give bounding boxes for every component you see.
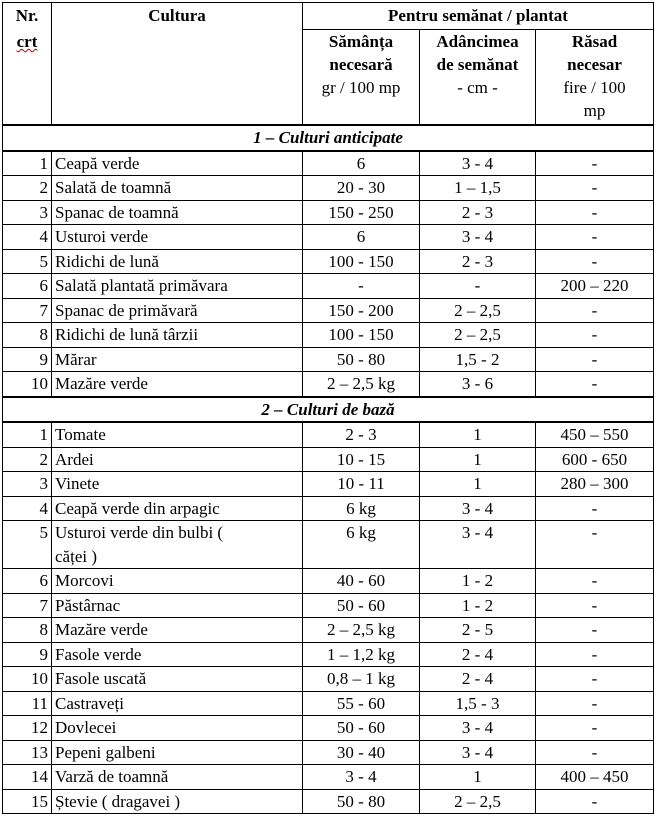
seed-amount: 10 - 11 [303,472,420,497]
row-number: 5 [3,521,52,569]
section-title: 1 – Culturi anticipate [3,125,654,151]
culture-name: Mazăre verde [52,618,303,643]
culture-name: Vinete [52,472,303,497]
culture-name: Ridichi de lună [52,249,303,274]
culture-name: Ardei [52,447,303,472]
seed-amount: 100 - 150 [303,249,420,274]
table-row [3,422,654,447]
seedlings-needed: - [536,200,654,225]
seedlings-needed: - [536,789,654,814]
culture-name: Ceapă verde din arpagic [52,496,303,521]
table-row [3,691,654,716]
table-row [3,740,654,765]
seed-amount: 50 - 80 [303,347,420,372]
header-rasad-l1: Răsad [571,32,618,51]
seedlings-needed: - [536,569,654,594]
culture-name: Usturoi verde [52,225,303,250]
sowing-depth: 2 - 3 [420,249,536,274]
culture-name-line2: căței ) [55,546,97,566]
seed-amount: 10 - 15 [303,447,420,472]
seed-amount: 3 - 4 [303,765,420,790]
culture-name: Ceapă verde [52,151,303,176]
seedlings-needed: - [536,593,654,618]
sowing-depth: 3 - 4 [420,521,536,569]
row-number: 13 [3,740,52,765]
sowing-depth: 3 - 4 [420,496,536,521]
table-row [3,225,654,250]
section-row [3,125,654,151]
sowing-depth: 2 - 4 [420,642,536,667]
header-samanta [303,30,420,126]
row-number: 4 [3,496,52,521]
seedlings-needed: 400 – 450 [536,765,654,790]
table-row [3,249,654,274]
header-nr-crt [3,3,52,126]
sowing-depth: 2 – 2,5 [420,789,536,814]
seed-amount: 50 - 60 [303,716,420,741]
row-number: 3 [3,472,52,497]
culture-name: Morcovi [52,569,303,594]
culture-name: Dovlecei [52,716,303,741]
sowing-depth: 2 - 3 [420,200,536,225]
seed-amount: 2 – 2,5 kg [303,618,420,643]
table-row [3,765,654,790]
table-row [3,200,654,225]
header-rasad-l2: necesar [567,55,622,74]
table-row [3,642,654,667]
seed-amount: 2 – 2,5 kg [303,372,420,397]
header-samanta-l1: Sămânța [328,32,394,51]
seedlings-needed: - [536,176,654,201]
seedlings-needed: - [536,496,654,521]
seed-amount: 100 - 150 [303,323,420,348]
culture-name: Tomate [52,422,303,447]
seedlings-needed: 450 – 550 [536,422,654,447]
seedlings-needed: - [536,225,654,250]
row-number: 1 [3,151,52,176]
seedlings-needed: - [536,667,654,692]
sowing-depth: 1,5 - 3 [420,691,536,716]
header-rasad [536,30,654,126]
seedlings-needed: - [536,372,654,397]
table-row [3,372,654,397]
table-row [3,447,654,472]
table-row [3,789,654,814]
seed-amount: 0,8 – 1 kg [303,667,420,692]
header-adancime-unit: - cm - [457,78,498,97]
header-samanta-l2: necesară [329,55,393,74]
seed-amount: 6 [303,151,420,176]
culture-name: Ridichi de lună târzii [52,323,303,348]
sowing-depth: 2 – 2,5 [420,323,536,348]
seedlings-needed: - [536,249,654,274]
table-row [3,176,654,201]
row-number: 3 [3,200,52,225]
sowing-depth: 1 [420,422,536,447]
table-row [3,274,654,299]
culture-name: Spanac de toamnă [52,200,303,225]
row-number: 6 [3,274,52,299]
sowing-depth: 1 – 1,5 [420,176,536,201]
row-number: 15 [3,789,52,814]
table-row [3,298,654,323]
row-number: 1 [3,422,52,447]
seed-amount: 50 - 60 [303,593,420,618]
sowing-depth: 1 [420,447,536,472]
sowing-depth: 2 – 2,5 [420,298,536,323]
header-group: Pentru semănat / plantat [303,3,654,30]
header-samanta-unit: gr / 100 mp [321,78,401,97]
culture-name: Varză de toamnă [52,765,303,790]
sowing-depth: 2 - 4 [420,667,536,692]
culture-name: Fasole verde [52,642,303,667]
row-number: 11 [3,691,52,716]
seedlings-needed: 600 - 650 [536,447,654,472]
row-number: 7 [3,593,52,618]
row-number: 8 [3,323,52,348]
seed-amount: 2 - 3 [303,422,420,447]
row-number: 10 [3,372,52,397]
seedlings-needed: - [536,347,654,372]
row-number: 7 [3,298,52,323]
seed-amount: 150 - 250 [303,200,420,225]
seed-amount: 6 kg [303,496,420,521]
culture-name: Pepeni galbeni [52,740,303,765]
header-adancime-l2: de semănat [436,55,519,74]
seedlings-needed: 280 – 300 [536,472,654,497]
header-adancime-l1: Adâncimea [436,32,519,51]
row-number: 8 [3,618,52,643]
seed-amount: 20 - 30 [303,176,420,201]
seedlings-needed: - [536,642,654,667]
row-number: 10 [3,667,52,692]
row-number: 14 [3,765,52,790]
row-number: 2 [3,447,52,472]
culture-name: Păstârnac [52,593,303,618]
seedlings-needed: - [536,323,654,348]
culture-name: Mazăre verde [52,372,303,397]
culture-name-line1: Usturoi verde din bulbi ( [55,523,224,542]
sowing-depth: 3 - 4 [420,740,536,765]
table-row [3,496,654,521]
table-row [3,521,654,569]
table-row [3,151,654,176]
seedlings-needed: 200 – 220 [536,274,654,299]
table-row [3,593,654,618]
culture-name: Ștevie ( dragavei ) [52,789,303,814]
table-row [3,347,654,372]
row-number: 5 [3,249,52,274]
seed-amount: 1 – 1,2 kg [303,642,420,667]
seedlings-needed: - [536,298,654,323]
seed-amount: 40 - 60 [303,569,420,594]
culture-name: Fasole uscată [52,667,303,692]
seed-amount: 50 - 80 [303,789,420,814]
seed-amount: 6 kg [303,521,420,569]
seed-amount: 55 - 60 [303,691,420,716]
header-cultura: Cultura [52,3,303,126]
table-row [3,569,654,594]
sowing-depth: 1 - 2 [420,593,536,618]
section-title: 2 – Culturi de bază [3,397,654,423]
sowing-depth: 2 - 5 [420,618,536,643]
sowing-depth: 1,5 - 2 [420,347,536,372]
seedlings-needed: - [536,618,654,643]
seedlings-needed: - [536,521,654,569]
section-row [3,397,654,423]
sowing-depth: - [420,274,536,299]
culture-name: Castraveți [52,691,303,716]
row-number: 9 [3,642,52,667]
row-number: 4 [3,225,52,250]
seed-amount: 6 [303,225,420,250]
sowing-depth: 3 - 4 [420,151,536,176]
sowing-depth: 1 - 2 [420,569,536,594]
sowing-depth: 3 - 4 [420,716,536,741]
culture-name [52,521,303,569]
sowing-depth: 1 [420,472,536,497]
table-body [3,125,654,814]
sowing-depth: 1 [420,765,536,790]
seedlings-needed: - [536,716,654,741]
culture-name: Salată plantată primăvara [52,274,303,299]
row-number: 6 [3,569,52,594]
sowing-depth: 3 - 6 [420,372,536,397]
table-header [3,3,654,126]
seed-amount: 30 - 40 [303,740,420,765]
header-adancime [420,30,536,126]
table-row [3,716,654,741]
seed-amount: 150 - 200 [303,298,420,323]
culture-name: Mărar [52,347,303,372]
table-row [3,618,654,643]
seedlings-needed: - [536,691,654,716]
culture-name: Salată de toamnă [52,176,303,201]
row-number: 2 [3,176,52,201]
header-rasad-unit2: mp [583,101,606,120]
seedlings-needed: - [536,740,654,765]
header-rasad-unit: fire / 100 [563,78,626,97]
table-row [3,323,654,348]
header-nr-label: Nr. [15,6,39,25]
row-number: 12 [3,716,52,741]
seedlings-needed: - [536,151,654,176]
sowing-depth: 3 - 4 [420,225,536,250]
culture-name: Spanac de primăvară [52,298,303,323]
seed-amount: - [303,274,420,299]
table-row [3,667,654,692]
culture-table [2,2,654,814]
row-number: 9 [3,347,52,372]
header-crt-label: crt [16,32,38,51]
table-row [3,472,654,497]
